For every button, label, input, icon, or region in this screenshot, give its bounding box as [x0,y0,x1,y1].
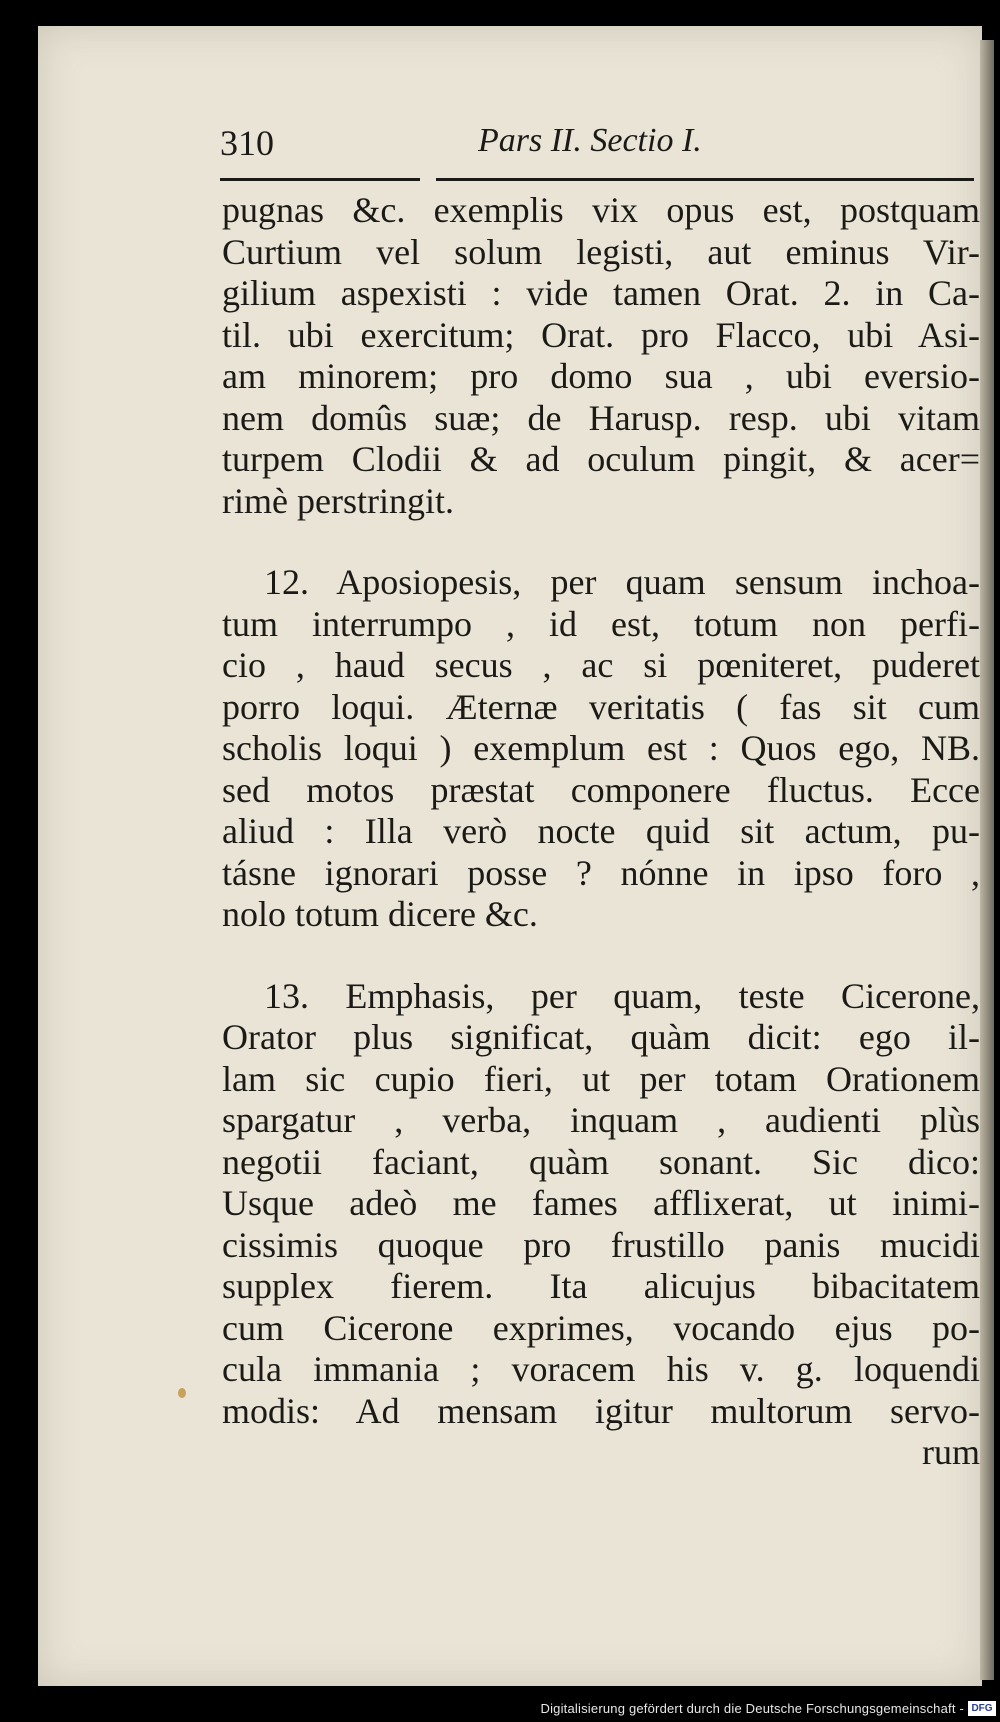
text-line: cio , haud secus , ac si pœniteret, puderet [222,645,980,685]
page-number: 310 [220,123,274,163]
text-line: aliud : Illa verò nocte quid sit actum, pu- [222,811,980,851]
text-line: rimè perstringit. [222,480,454,521]
body-text [222,190,980,1474]
text-line: tásne ignorari posse ? nónne in ipso foro , [222,852,980,893]
margin-mark [178,1388,186,1398]
text-line: nolo totum dicere &c. [222,894,538,934]
text-line: am minorem; pro domo sua , ubi eversio- [222,356,980,396]
text-line: supplex fierem. Ita alicujus bibacitatem [222,1266,980,1306]
text-line: spargatur , verba, inquam , audienti plùs [222,1100,980,1140]
text-line: pugnas &c. exemplis vix opus est, postquam [222,190,980,230]
text-line: cula immania ; voracem his v. g. loquendi [222,1349,980,1389]
text-line: Curtium vel solum legisti, aut eminus Vir- [222,231,980,272]
paragraph-gap [222,522,980,562]
text-line: Usque adeò me fames afflixerat, ut inimi- [222,1183,980,1223]
text-line: til. ubi exercitum; Orat. pro Flacco, ubi Asi- [222,314,980,355]
dfg-logo-icon: DFG [968,1701,996,1716]
text-line: 13. Emphasis, per quam, teste Cicerone, [264,975,980,1016]
text-line: modis: Ad mensam igitur multorum servo- [222,1390,980,1431]
text-line: cissimis quoque pro frustillo panis mucidi [222,1224,980,1265]
running-head: Pars II. Sectio I. [478,122,702,159]
header-rule-left [220,178,420,181]
text-line: gilium aspexisti : vide tamen Orat. 2. in Ca- [222,273,980,313]
text-line: lam sic cupio fieri, ut per totam Orationem [222,1058,980,1099]
page-edge [980,40,994,1680]
funding-credit: Digitalisierung gefördert durch die Deutsche Forschungsgemeinschaft - [540,1701,964,1716]
text-line: sed motos præstat componere fluctus. Ecce [222,769,980,810]
text-line: nem domûs suæ; de Harusp. resp. ubi vitam [222,397,980,438]
text-line: Orator plus significat, quàm dicit: ego il- [222,1017,980,1057]
text-line: cum Cicerone exprimes, vocando ejus po- [222,1307,980,1348]
header-rule-right [436,178,974,181]
text-line: tum interrumpo , id est, totum non perfi- [222,603,980,644]
text-line: porro loqui. Æternæ veritatis ( fas sit cum [222,686,980,727]
catchword: rum [922,1432,980,1472]
text-line: scholis loqui ) exemplum est : Quos ego, NB. [222,728,980,768]
text-line: negotii faciant, quàm sonant. Sic dico: [222,1141,980,1182]
text-line: 12. Aposiopesis, per quam sensum inchoa- [264,562,980,602]
page-header [220,118,980,168]
footer-bar [0,1697,1000,1722]
text-line: turpem Clodii & ad oculum pingit, & acer= [222,439,980,479]
paragraph-gap [222,936,980,976]
